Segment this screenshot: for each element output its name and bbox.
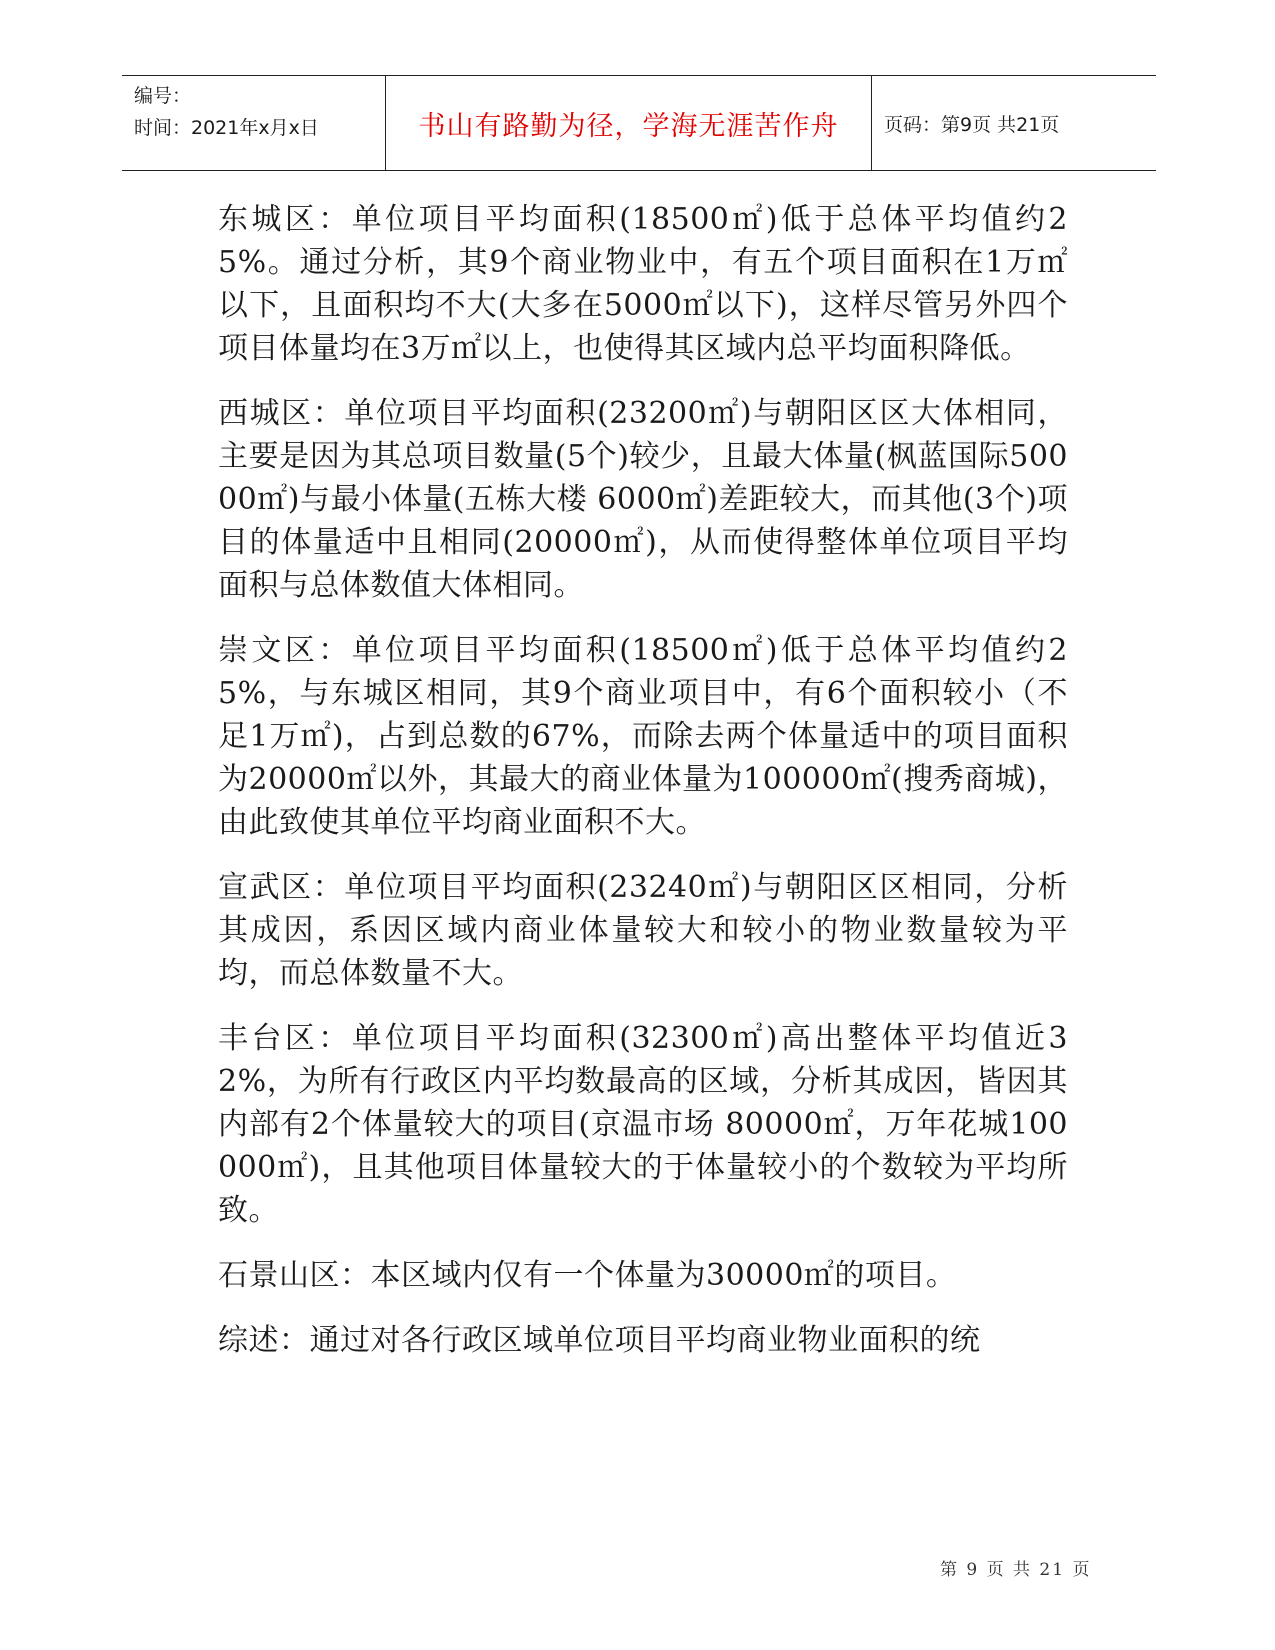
header-meta-cell xyxy=(122,76,386,170)
paragraph-shijingshan: 石景山区：本区域内仅有一个体量为30000㎡的项目。 xyxy=(218,1258,957,1293)
header-motto-cell xyxy=(386,76,872,170)
document-body xyxy=(218,198,1068,1384)
page-footer: 第 9 页 共 21 页 xyxy=(940,1560,1092,1580)
header-motto: 书山有路勤为径，学海无涯苦作舟 xyxy=(418,110,839,142)
paragraph-dongcheng: 东城区：单位项目平均面积(18500㎡)低于总体平均值约25%。通过分析，其9个商业物业中，有五个项目面积在1万㎡以下，且面积均不大(大多在5000㎡以下)，这样尽管另外四个项目体量均在3万㎡以上，也使得其区域内总平均面积降低。 xyxy=(218,202,1068,366)
doc-number-label: 编号： xyxy=(134,85,192,107)
paragraph-summary: 综述：通过对各行政区域单位项目平均商业物业面积的统 xyxy=(218,1323,981,1358)
paragraph-xicheng: 西城区：单位项目平均面积(23200㎡)与朝阳区区大体相同，主要是因为其总项目数量(5个)较少，且最大体量(枫蓝国际50000㎡)与最小体量(五栋大楼 6000㎡)差距较大，而其他(3个)项目的体量适中且相同(20000㎡)，从而使得整体单位项目平均面积与总体数值大体相同。 xyxy=(218,396,1068,603)
date-label: 时间：2021年x月x日 xyxy=(134,117,319,139)
header-page-info: 页码：第9页 共21页 xyxy=(884,113,1060,136)
paragraph-xuanwu: 宣武区：单位项目平均面积(23240㎡)与朝阳区区相同，分析其成因，系因区域内商业体量较大和较小的物业数量较为平均，而总体数量不大。 xyxy=(218,870,1068,991)
page-header xyxy=(122,75,1156,171)
paragraph-fengtai: 丰台区：单位项目平均面积(32300㎡)高出整体平均值近32%，为所有行政区内平均数最高的区域，分析其成因，皆因其内部有2个体量较大的项目(京温市场 80000㎡，万年花城100000㎡)，且其他项目体量较大的于体量较小的个数较为平均所致。 xyxy=(218,1021,1068,1228)
paragraph-chongwen: 崇文区：单位项目平均面积(18500㎡)低于总体平均值约25%，与东城区相同，其9个商业项目中，有6个面积较小（不足1万㎡)，占到总数的67%，而除去两个体量适中的项目面积为20000㎡以外，其最大的商业体量为100000㎡(搜秀商城)，由此致使其单位平均商业面积不大。 xyxy=(218,633,1068,840)
header-page-cell xyxy=(872,76,1156,170)
